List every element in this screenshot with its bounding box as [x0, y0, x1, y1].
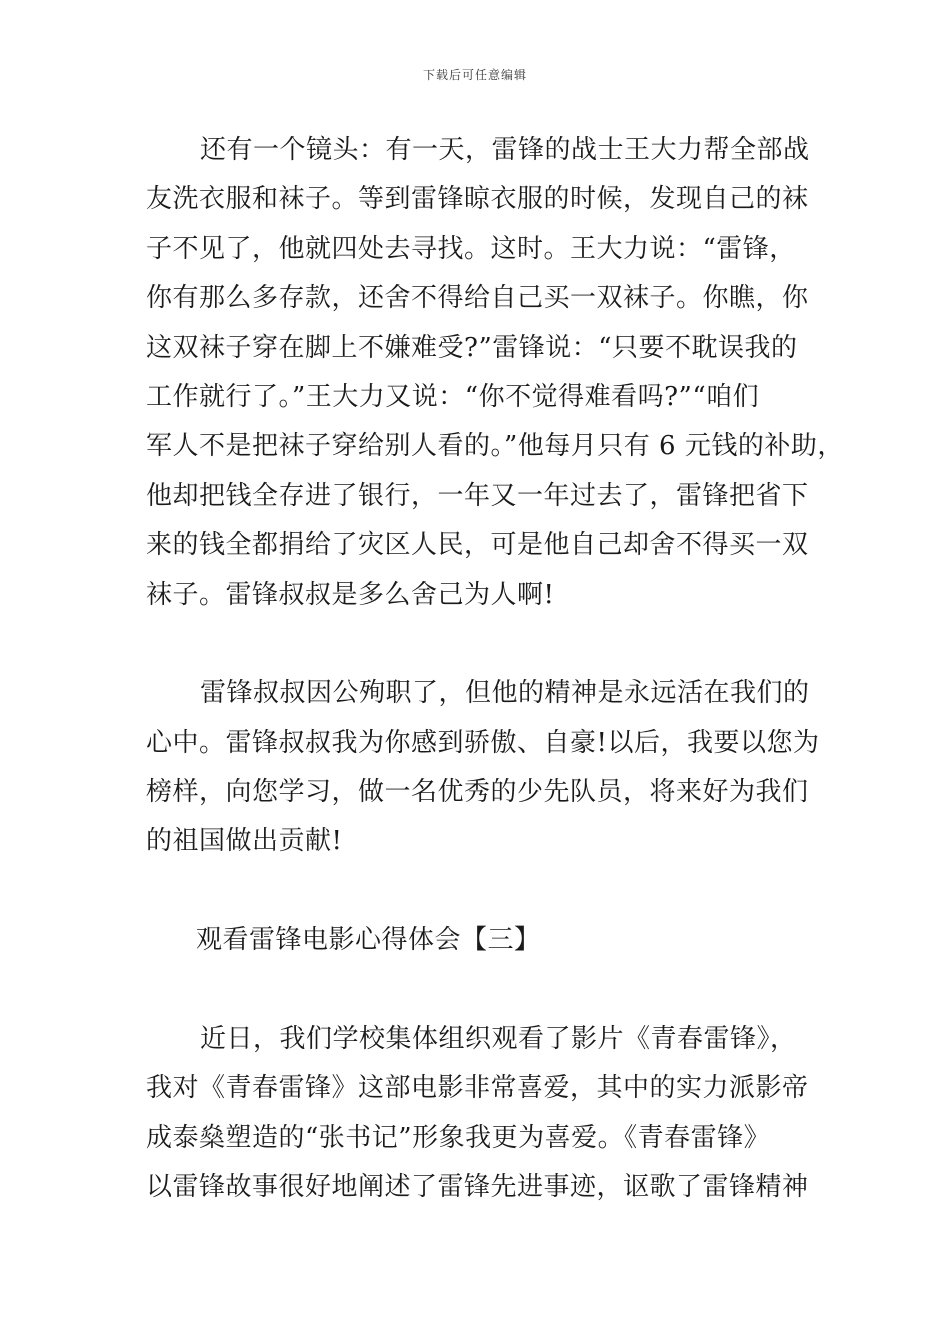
text-line: 榜样，向您学习，做一名优秀的少先队员，将来好为我们: [146, 777, 809, 808]
text-line: 以雷锋故事很好地阐述了雷锋先进事迹，讴歌了雷锋精神: [146, 1172, 809, 1203]
paragraph-spacer: [146, 966, 814, 1015]
text-line: 成泰燊塑造的“张书记”形象我更为喜爱。《青春雷锋》: [146, 1122, 771, 1153]
text-line: 袜子。雷锋叔叔是多么舍己为人啊!: [146, 579, 555, 610]
paragraph-spacer: [146, 867, 814, 916]
text-line: 还有一个镜头：有一天，雷锋的战士王大力帮全部战: [200, 135, 810, 165]
text-line: 我对《青春雷锋》这部电影非常喜爱，其中的实力派影帝: [146, 1073, 809, 1104]
text-line: 来的钱全都捐给了灾区人民，可是他自己却舍不得买一双: [146, 530, 809, 561]
text-line: 近日，我们学校集体组织观看了影片《青春雷锋》，: [200, 1024, 797, 1055]
page-header-note: 下载后可任意编辑: [422, 68, 527, 82]
paragraph-socks-story: [146, 126, 844, 620]
text-line: 心中。雷锋叔叔我为你感到骄傲、自豪!以后，我要以您为: [146, 727, 820, 758]
section-heading: 观看雷锋电影心得体会【三】: [196, 925, 541, 956]
text-line: 你有那么多存款，还舍不得给自己买一双袜子。你瞧，你: [146, 283, 809, 314]
text-line: 工作就行了。”王大力又说：“你不觉得难看吗?”“咱们: [146, 381, 760, 412]
text-line: 友洗衣服和袜子。等到雷锋晾衣服的时候，发现自己的袜: [146, 184, 809, 215]
text-line: 子不见了，他就四处去寻找。这时。王大力说：“雷锋，: [146, 233, 796, 264]
document-body: [146, 126, 844, 1213]
text-line: 他却把钱全存进了银行，一年又一年过去了，雷锋把省下: [146, 480, 809, 511]
text-line: 这双袜子穿在脚上不嫌难受?”雷锋说：“只要不耽误我的: [146, 332, 798, 363]
text-line: 军人不是把袜子穿给别人看的。”他每月只有 6 元钱的补助，: [146, 431, 844, 462]
text-line: 雷锋叔叔因公殉职了，但他的精神是永远活在我们的: [200, 678, 810, 709]
paragraph-film-review: [146, 1015, 814, 1213]
paragraph-spacer: [146, 620, 814, 669]
text-line: 的祖国做出贡献!: [146, 826, 343, 857]
paragraph-tribute: [146, 669, 820, 867]
